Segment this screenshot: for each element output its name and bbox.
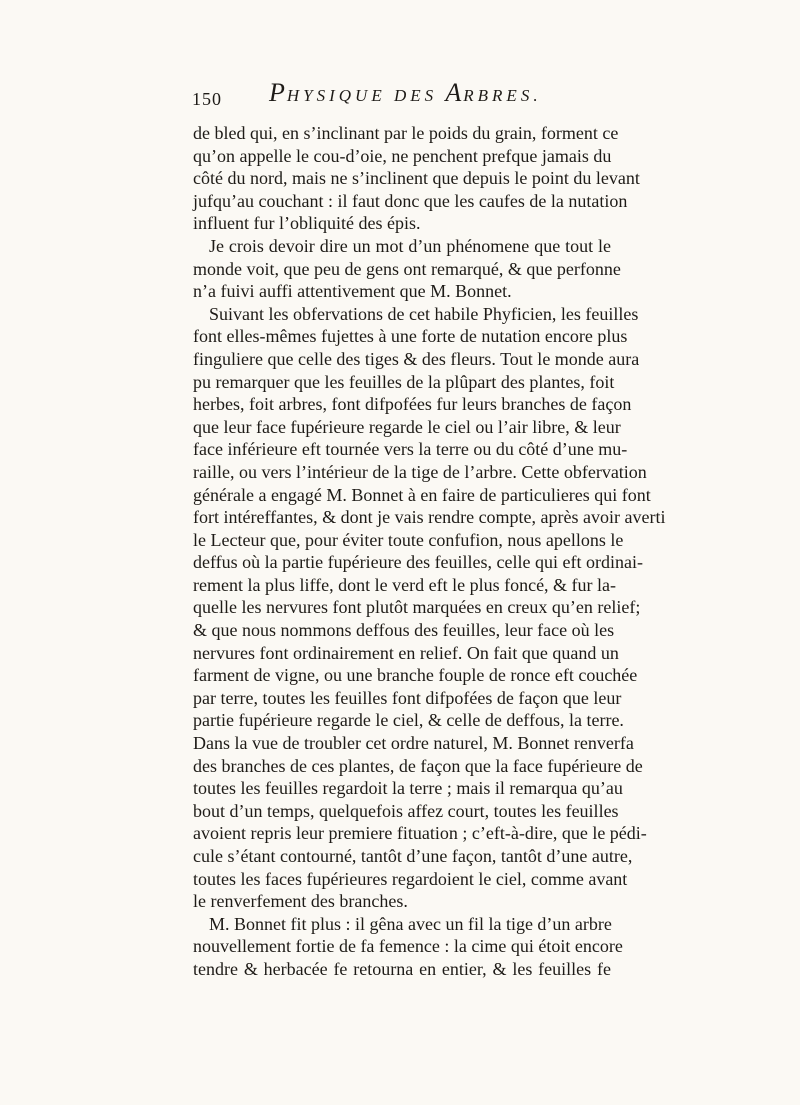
text-line: côté du nord, mais ne s’inclinent que depuis le point du levant [193, 168, 640, 189]
title-initial-a: A [445, 78, 464, 107]
text-line: face inférieure eft tournée vers la terre ou du côté d’une mu- [193, 439, 628, 460]
text-line: raille, ou vers l’intérieur de la tige de l’arbre. Cette obfervation [193, 461, 647, 482]
text-line: par terre, toutes les feuilles font difpofées de façon que leur [193, 687, 622, 708]
text-line: farment de vigne, ou une branche fouple de ronce eft couchée [193, 665, 638, 686]
text-line: que leur face fupérieure regarde le ciel ou l’air libre, & leur [193, 416, 621, 437]
text-line: le renverfement des branches. [193, 891, 408, 912]
text-line: tendre & herbacée fe retourna en entier, & les feuilles fe [193, 958, 611, 979]
text-line: bout d’un temps, quelquefois affez court, toutes les feuilles [193, 800, 619, 821]
text-line: nervures font ordinairement en relief. On fait que quand un [193, 642, 619, 663]
text-line: quelle les nervures font plutôt marquées en creux qu’en relief; [193, 597, 641, 618]
text-line: herbes, foit arbres, font difpofées fur leurs branches de façon [193, 394, 632, 415]
text-line: n’a fuivi auffi attentivement que M. Bonnet. [193, 281, 512, 302]
text-line: avoient repris leur premiere fituation ; c’eft-à-dire, que le pédi- [193, 823, 647, 844]
text-line: M. Bonnet fit plus : il gêna avec un fil la tige d’un arbre [209, 913, 612, 934]
text-line: pu remarquer que les feuilles de la plûpart des plantes, foit [193, 371, 615, 392]
title-arbres: RBRES. [463, 86, 542, 105]
text-line: Dans la vue de troubler cet ordre naturel, M. Bonnet renverfa [193, 733, 634, 754]
text-line: nouvellement fortie de fa femence : la cime qui étoit encore [193, 936, 623, 957]
text-line: monde voit, que peu de gens ont remarqué, & que perfonne [193, 258, 621, 279]
text-line: influent fur l’obliquité des épis. [193, 213, 421, 234]
title-physique-des: HYSIQUE DES [286, 86, 446, 105]
text-line: rement la plus liffe, dont le verd eft le plus foncé, & fur la- [193, 574, 617, 595]
text-line: deffus où la partie fupérieure des feuilles, celle qui eft ordinai- [193, 552, 643, 573]
text-line: font elles-mêmes fujettes à une forte de nutation encore plus [193, 326, 628, 347]
running-head [192, 78, 612, 116]
text-line: le Lecteur que, pour éviter toute confufion, nous apellons le [193, 529, 624, 550]
text-line: des branches de ces plantes, de façon que la face fupérieure de [193, 755, 643, 776]
text-line: cule s’étant contourné, tantôt d’une façon, tantôt d’une autre, [193, 846, 633, 866]
text-line: partie fupérieure regarde le ciel, & celle de deffous, la terre. [193, 710, 624, 731]
body-text [193, 122, 666, 981]
text-line: de bled qui, en s’inclinant par le poids du grain, forment ce [193, 123, 619, 143]
title-initial-p: P [269, 78, 287, 107]
text-line: Suivant les obfervations de cet habile Phyficien, les feuilles [209, 303, 639, 324]
page-number: 150 [192, 89, 222, 109]
text-line: toutes les faces fupérieures regardoient le ciel, comme avant [193, 868, 628, 889]
text-line: & que nous nommons deffous des feuilles, leur face où les [193, 620, 615, 641]
text-line: générale a engagé M. Bonnet à en faire de particulieres qui font [193, 484, 651, 505]
text-line: fort intéreffantes, & dont je vais rendre compte, après avoir averti [193, 507, 666, 528]
running-title [269, 78, 542, 108]
text-line: Je crois devoir dire un mot d’un phénomene que tout le [209, 235, 611, 256]
text-line: finguliere que celle des tiges & des fleurs. Tout le monde aura [193, 348, 640, 369]
text-line: jufqu’au couchant : il faut donc que les caufes de la nutation [193, 190, 628, 211]
text-line: toutes les feuilles regardoit la terre ; mais il remarqua qu’au [193, 778, 623, 799]
text-line: qu’on appelle le cou-d’oie, ne penchent prefque jamais du [193, 145, 612, 166]
